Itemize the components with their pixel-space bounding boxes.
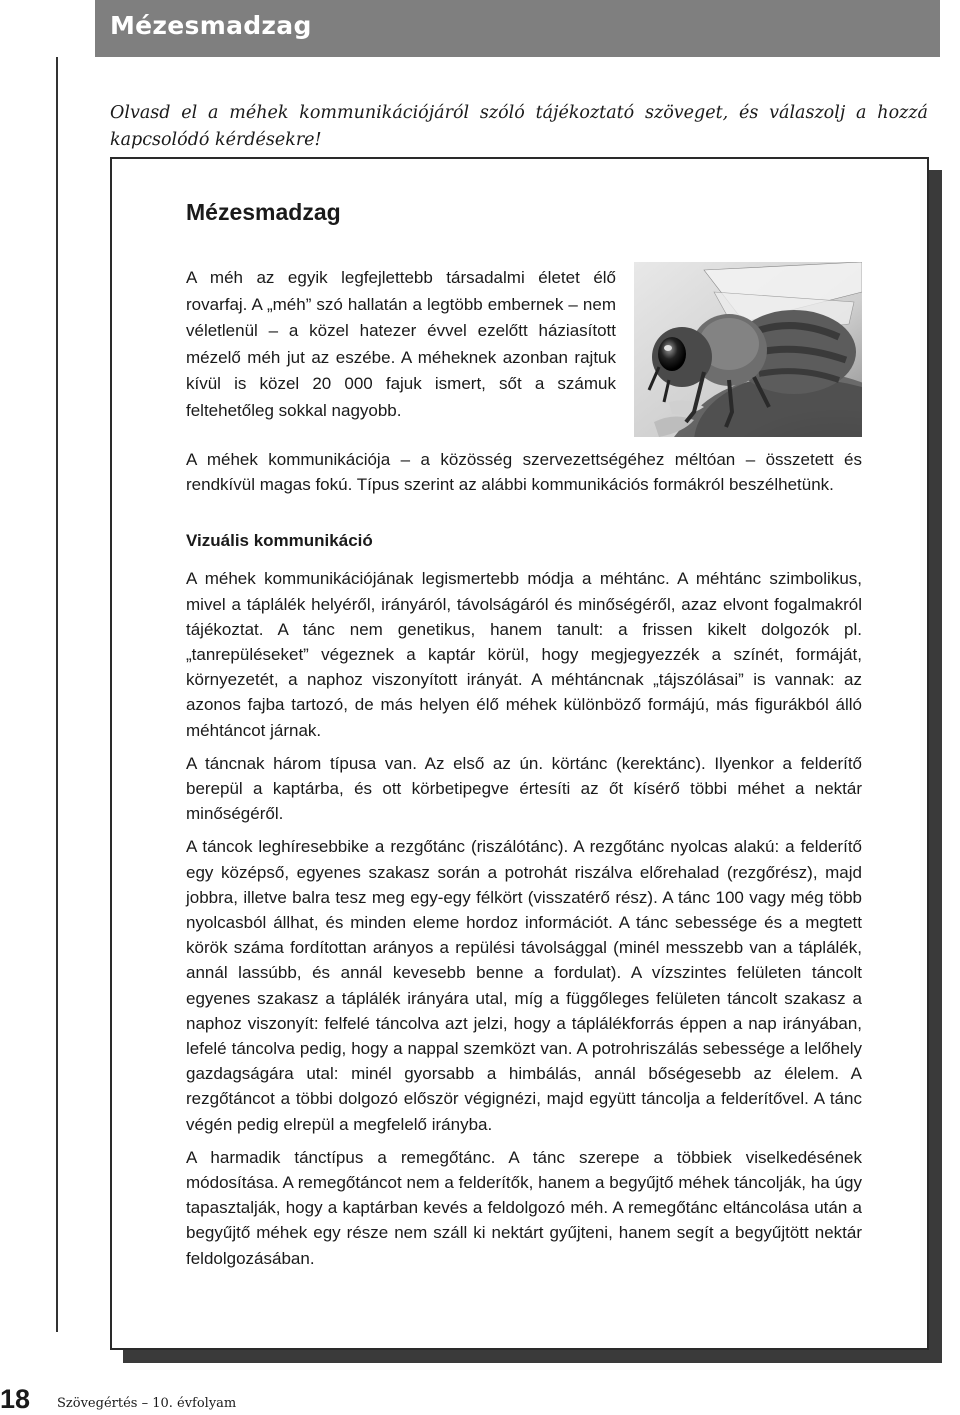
article-body xyxy=(186,447,862,1279)
page-title: Mézesmadzag xyxy=(110,11,312,40)
section-paragraph: A harmadik tánctípus a remegőtánc. A tánc szerepe a többiek viselkedésének módosítása. A remegőtáncot nem a felderítők, hanem a begyűjtő méhek táncolják, ha úgy tapasztalják, hogy a kaptárban kevés a feldolgozó méh. A remegőtánc eltáncolása után a begyűjtő méhek egy része nem száll ki nektárt gyűjteni, hanem segít a begyűjtött nektár feldolgozásában. xyxy=(186,1147,862,1268)
article-box xyxy=(110,157,929,1350)
section-paragraph: A táncnak három típusa van. Az első az ún. körtánc (kerektánc). Ilyenkor a felderítő berepül a kaptárba, és ott körbetipegve értesíti az őt kísérő többi méhet a nektár minőségéről. xyxy=(186,753,862,824)
section-paragraph: A méhek kommunikációjának legismertebb módja a méhtánc. A méhtánc szimbolikus, mivel a táplálék helyéről, irányáról, távolságáról és minőségéről, azaz elvont fogalmakról tájékoztat. A tánc nem genetikus, hanem tanult: a frissen kikelt dolgozók pl. „tanrepüléseket” végeznek a kaptár körül, hogy megjegyezzék a színét, formáját, környezetét, a naphoz viszonyított irányát. A méhtáncnak „tájszólásai” is vannak: az azonos fajba tartozó, de más helyen élő méhek különböző formájú, más figurákból álló méhtáncot járnak. xyxy=(186,569,862,740)
left-margin-rule xyxy=(56,57,58,1332)
article-title: Mézesmadzag xyxy=(186,199,341,225)
page-number: 18 xyxy=(0,1384,31,1414)
title-bar xyxy=(95,0,940,57)
bee-photo xyxy=(634,262,862,437)
section-heading: Vizuális kommunikáció xyxy=(186,531,373,551)
instructions-text: Olvasd el a méhek kommunikációjáról szóló tájékoztató szöveget, és válaszolj a hozzá kapcsolódó kérdésekre! xyxy=(110,103,928,150)
footer-text: Szövegértés – 10. évfolyam xyxy=(57,1396,237,1411)
paragraph-intro-1: A méh az egyik legfejlettebb társadalmi életet élő rovarfaj. A „méh” szó hallatán a legtöbb embernek – nem véletlenül – a közel hatezer évvel ezelőtt háziasított mézelő méh jut az eszébe. A méheknek azonban rajtuk kívül is közel 20 000 fajuk ismert, sőt a számuk feltehetőleg sokkal nagyobb. xyxy=(186,268,616,420)
paragraph-intro-2: A méhek kommunikációja – a közösség szervezettségéhez méltóan – összetett és rendkívül magas fokú. Típus szerint az alábbi kommunikációs formákról beszélhetünk. xyxy=(186,450,862,495)
section-paragraph: A táncok leghíresebbike a rezgőtánc (riszálótánc). A rezgőtánc nyolcas alakú: a felderítő egy középső, egyenes szakasz során a potrohát riszálva előrehalad (rezgőrész), majd jobbra, illetve balra tesz meg egy-egy félkört (visszatérő rész). A tánc 100 vagy még több nyolcasból állhat, és minden eleme hordoz információt. A tánc sebessége és a megtett körök száma fordítottan arányos a repülési távolsággal (minél messzebb van a táplálék, annál lassúbb, és annál kevesebb benne a fordulat). A vízszintes felületen táncolt egyenes szakasz a táplálék irányára utal, míg a függőleges felületen táncolt szakasz a naphoz viszonyít: felfelé táncolva azt jelzi, hogy a táplálékforrás éppen a nap irányában, lefelé táncolva pedig, hogy a nappal szemközt van. A potrohriszálás sebessége a lelőhely gazdagságára utal: minél gyorsabb a himbálás, annál bőségesebb az élelem. A rezgőtáncot a többi dolgozó először végignézi, majd együtt táncolja a felderítővel. A tánc végén pedig elrepül a megfelelő irányba. xyxy=(186,837,862,1134)
